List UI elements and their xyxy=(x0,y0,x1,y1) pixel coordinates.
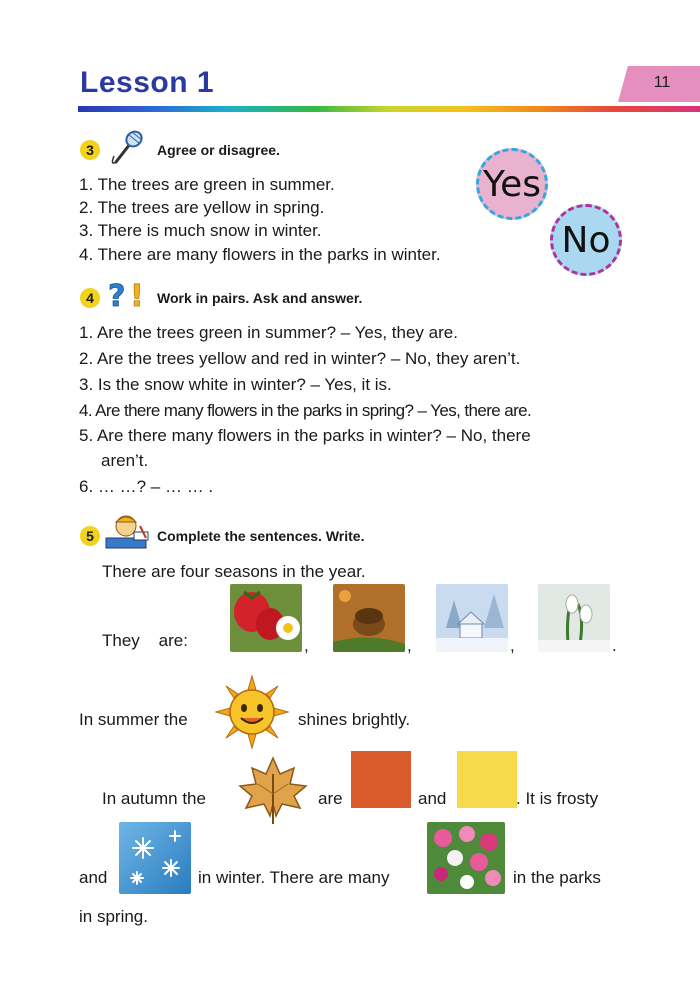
exercise-3-number: 3 xyxy=(80,140,100,160)
sentence-autumn-start: In autumn the xyxy=(102,789,206,808)
exercise-5-number: 5 xyxy=(80,526,100,546)
sentence-autumn-and: and xyxy=(418,789,447,808)
svg-text:?: ? xyxy=(108,279,126,312)
sentence-autumn-are: are xyxy=(318,789,343,808)
exercise-4-item: 3. Is the snow white in winter? – Yes, it is. xyxy=(79,375,392,394)
sentence-seasons: There are four seasons in the year. xyxy=(102,562,366,581)
exercise-3-item: 1. The trees are green in summer. xyxy=(79,175,335,194)
exercise-4-item: aren’t. xyxy=(101,451,149,470)
exercise-4-item: 6. … …? – … … . xyxy=(79,477,214,496)
orange-color-swatch xyxy=(351,751,411,808)
maple-leaf-icon xyxy=(236,754,310,826)
exercise-4-instruction: Work in pairs. Ask and answer. xyxy=(157,290,363,306)
svg-text:!: ! xyxy=(130,279,144,312)
exercise-4-item: 4. Are there many flowers in the parks in spring? – Yes, there are. xyxy=(79,401,532,420)
autumn-picture xyxy=(333,584,405,652)
sun-icon xyxy=(214,674,290,750)
exercise-4-item: 1. Are the trees green in summer? – Yes, they are. xyxy=(79,323,458,342)
yellow-color-swatch xyxy=(457,751,517,808)
yes-label: Yes xyxy=(482,163,542,205)
exercise-3-item: 2. The trees are yellow in spring. xyxy=(79,198,325,217)
microphone-icon xyxy=(106,126,148,168)
comma: , xyxy=(304,636,309,655)
comma: , xyxy=(407,636,412,655)
yes-bubble xyxy=(476,148,548,220)
sentence-summer-end: shines brightly. xyxy=(298,710,411,729)
sentence-they-are: They are: xyxy=(102,631,188,650)
exercise-3-instruction: Agree or disagree. xyxy=(157,142,280,158)
page-number: 11 xyxy=(653,74,671,91)
sentence-winter-mid: in winter. There are many xyxy=(198,868,390,887)
summer-picture xyxy=(230,584,302,652)
lesson-title: Lesson 1 xyxy=(80,66,215,99)
sentence-spring: in spring. xyxy=(79,907,148,926)
exercise-5-instruction: Complete the sentences. Write. xyxy=(157,528,365,544)
no-bubble xyxy=(550,204,622,276)
exercise-4-item: 2. Are the trees yellow and red in winter? – No, they aren’t. xyxy=(79,349,521,368)
sentence-winter-start: and xyxy=(79,868,108,887)
sentence-autumn-end: . It is frosty xyxy=(516,789,599,808)
sentence-winter-end: in the parks xyxy=(513,868,601,887)
exercise-3-item: 3. There is much snow in winter. xyxy=(79,221,322,240)
no-label: No xyxy=(561,219,611,261)
winter-picture xyxy=(436,584,508,652)
snowflakes-picture xyxy=(119,822,191,894)
flowers-picture xyxy=(427,822,505,894)
exercise-4-number: 4 xyxy=(80,288,100,308)
exercise-4-item: 5. Are there many flowers in the parks in winter? – No, there xyxy=(79,426,531,445)
exercise-3-item: 4. There are many flowers in the parks in winter. xyxy=(79,245,441,264)
question-exclamation-icon xyxy=(106,278,150,312)
period: . xyxy=(612,636,617,655)
writing-boy-icon xyxy=(104,512,152,552)
sentence-summer-start: In summer the xyxy=(79,710,188,729)
comma: , xyxy=(510,636,515,655)
rainbow-divider xyxy=(78,106,700,112)
spring-picture xyxy=(538,584,610,652)
